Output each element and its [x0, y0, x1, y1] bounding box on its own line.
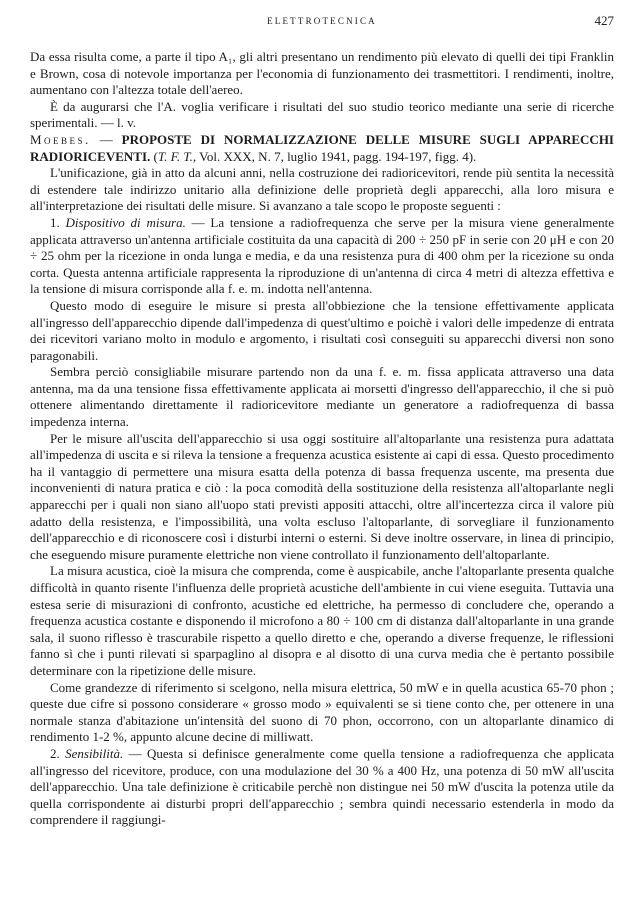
paragraph-f: Come grandezze di riferimento si scelgono, nella misura elettrica, 50 mW e in quella acustica 65-70 phon ; queste due cifre si possono considerare « grosso modo » equivalenti se si tiene conto che, per ottenere in una normale stanza d'abitazione un'intensità del suono di 70 phon, occorrono, con un altoparlante dinamico di rendimento 1-2 %, appunto alcune decine di milliwatt.: [30, 679, 614, 745]
page: [30, 12, 614, 829]
paragraph-b: Questo modo di eseguire le misure si presta all'obbiezione che la tensione effettivamente applicata all'ingresso dell'apparecchio dipende dall'impedenza di quest'ultimo e poichè i valori delle impedenze di entrata dei ricevitori variano molto in modulo e argomento, i risultati così conseguiti su apparecchi diversi non sono paragonabili.: [30, 297, 614, 363]
article-heading: [30, 132, 614, 165]
section-1-number: 1.: [50, 214, 66, 230]
source-journal: T. F. T.: [157, 148, 193, 164]
source-details: , Vol. XXX, N. 7, luglio 1941, pagg. 194-197, figg. 4).: [192, 148, 477, 164]
heading-dash: —: [90, 131, 122, 147]
running-header: [30, 12, 614, 30]
section-2-title: Sensibilità.: [65, 745, 124, 761]
article-title: PROPOSTE DI NORMALIZZAZIONE DELLE MISURE SUGLI APPARECCHI RADIORICEVENTI.: [30, 131, 614, 164]
section-1-paragraph: [30, 215, 614, 298]
source-open: (: [150, 148, 158, 164]
prev-article-paragraph-1: Da essa risulta come, a parte il tipo A₁, gli altri presentano un rendimento più elevato di quelli dei tipi Franklin e Brown, cosa di notevole importanza per l'economia di funzionamento dei trasmettitori. I rendimenti, inoltre, aumentano con l'altezza totale dell'aereo.: [30, 49, 614, 98]
section-2-text: — Questa si definisce generalmente come quella tensione a radiofrequenza che applicata all'ingresso del ricevitore, produce, con una modulazione del 30 % a 400 Hz, una potenza di 50 mW all'uscita dell'apparecchio. Una tale definizione è criticabile perchè non distingue nei 50 mW d'uscita la potenza utile da quella corrispondente ai disturbi propri dell'apparecchio ; sembra quindi necessario estenderla in modo da comprendere il raggiungi-: [30, 745, 615, 828]
section-1-title: Dispositivo di misura.: [65, 214, 186, 230]
page-number: 427: [594, 13, 614, 28]
article-author: Moebes.: [30, 131, 91, 147]
section-2-number: 2.: [50, 745, 66, 761]
section-1-text: — La tensione a radiofrequenza che serve per la misura viene generalmente applicata attraverso un'antenna artificiale costituita da una capacità di 200 ÷ 250 pF in serie con 20 μH e con 20 ÷ 25 ohm per la ricezione in onda lunga e media, e da una resistenza pura di 400 ohm per la ricezione su onda corta. Questa antenna artificiale rappresenta la riproduzione di un'antenna di circa 4 metri di altezza effettiva e la tensione di misura corrisponde alla f. e. m. indotta nell'antenna.: [30, 214, 614, 297]
running-title: ELETTROTECNICA: [267, 16, 377, 26]
paragraph-c: Sembra perciò consigliabile misurare partendo non da una f. e. m. fissa applicata attraverso una data antenna, ma da una tensione fissa effettivamente applicata ai morsetti d'ingresso dell'apparecchio, il che si può ottenere alimentando direttamente il radioricevitore mediante un generatore a radiofrequenza di bassa impedenza interna.: [30, 364, 614, 430]
prev-article-paragraph-2: È da augurarsi che l'A. voglia verificare i risultati del suo studio teorico mediante una serie di ricerche sperimentali. — l. v.: [30, 98, 614, 131]
section-2-paragraph: [30, 746, 614, 829]
intro-paragraph: L'unificazione, già in atto da alcuni anni, nella costruzione dei radioricevitori, rende più sentita la necessità di estendere tale indirizzo unitario alla definizione delle proprietà degli apparecchi, alla loro misura e all'interpretazione dei risultati delle misure. Si avanzano a tale scopo le proposte seguenti :: [30, 165, 614, 214]
paragraph-d: Per le misure all'uscita dell'apparecchio si usa oggi sostituire all'altoparlante una resistenza pura adattata all'impedenza di uscita e si rileva la tensione a frequenza acustica esistente ai capi di essa. Questo procedimento ha il vantaggio di permettere una misura esatta della potenza di bassa frequenza uscente, ma presenta due inconvenienti di natura pratica e ciò : la poca comodità della sostituzione della resistenza all'altoparlante negli apparecchi per i quali non siano all'uopo stati previsti appositi attacchi, oltre all'incertezza circa il valore più adatto della resistenza, e l'impossibilità, una volta escluso l'altoparlante, di sorvegliare il funzionamento dell'apparecchio e di riconoscere così i disturbi interni o esterni. Si deve inoltre osservare, in linea di principio, che eseguendo misure puramente elettriche non viene controllato il funzionamento dell'altoparlante.: [30, 430, 614, 562]
text-column: [30, 49, 614, 829]
paragraph-e: La misura acustica, cioè la misura che comprenda, come è auspicabile, anche l'altoparlante presenta qualche difficoltà in quanto risente l'influenza delle proprietà acustiche dell'ambiente in cui viene eseguita. Tuttavia una estesa serie di misurazioni di confronto, acustiche ed elettriche, ha permesso di concludere che, operando a frequenza acustica costante e disponendo il microfono a 80 ÷ 100 cm di distanza dall'altoparlante in una grande sala, il suono riflesso è trascurabile rispetto a quello diretto e che, operando a diverse frequenze, le riflessioni fanno sì che i punti rilevati si sparpaglino al disopra e al disotto di una curva media che è pertanto possibile determinare con la ripetizione delle misure.: [30, 563, 614, 678]
